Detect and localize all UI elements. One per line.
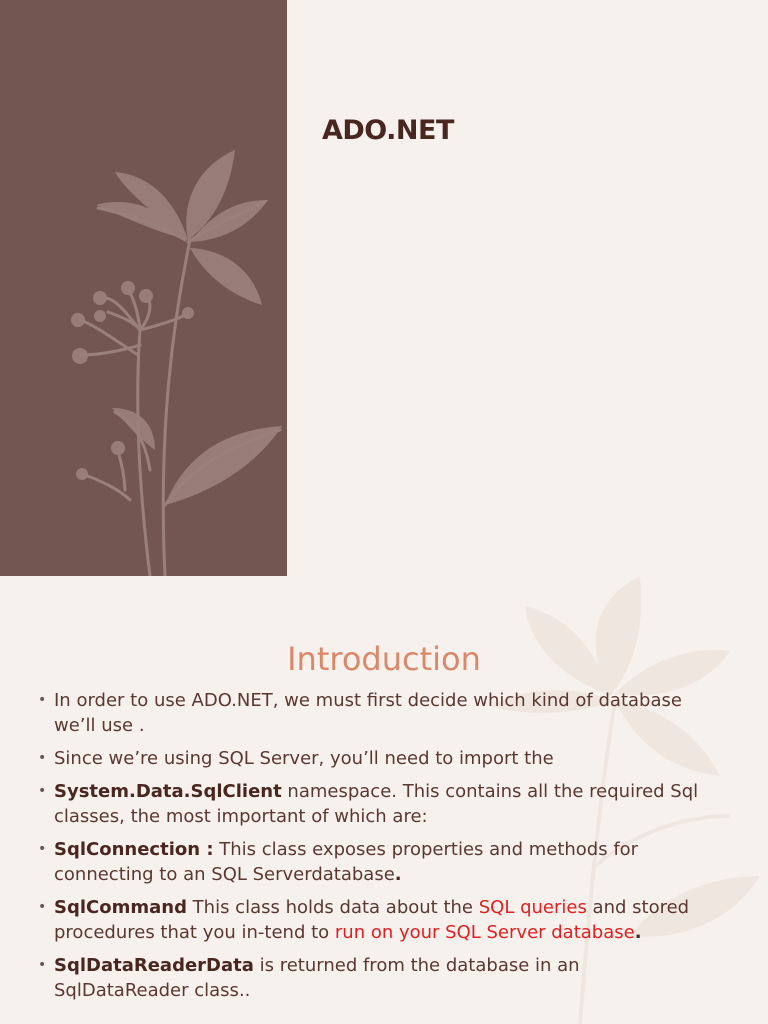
bullet-keyword: System.Data.SqlClient bbox=[54, 781, 282, 802]
bullet-item bbox=[38, 953, 718, 1003]
bullet-text: and stored procedures that you in-tend to bbox=[54, 897, 690, 943]
bullet-text: Since we’re using SQL Server, you’ll need to import the bbox=[54, 748, 554, 769]
bullet-keyword: SqlConnection : bbox=[54, 839, 214, 860]
bullet-text: namespace. This contains all the required Sql classes, the most important of which are: bbox=[54, 781, 699, 827]
bullet-item bbox=[38, 688, 718, 738]
bullet-list bbox=[38, 688, 718, 1011]
bullet-text: In order to use ADO.NET, we must first decide which kind of database we’ll use . bbox=[54, 690, 682, 736]
bullet-text: is returned from the database in an SqlDataReader class.. bbox=[54, 955, 580, 1001]
bullet-text: This class exposes properties and methods for connecting to an SQL Serverdatabase bbox=[54, 839, 639, 885]
bullet-keyword: SqlCommand bbox=[54, 897, 187, 918]
plant-illustration bbox=[0, 0, 287, 576]
highlighted-text: run on your SQL Server database bbox=[334, 922, 635, 943]
bullet-text: This class holds data about the bbox=[186, 897, 479, 918]
bullet-item bbox=[38, 837, 718, 887]
slide-title: ADO.NET bbox=[322, 115, 454, 146]
bullet-item bbox=[38, 779, 718, 829]
highlighted-text: SQL queries bbox=[478, 897, 587, 918]
bullet-item bbox=[38, 895, 718, 945]
bullet-end-mark: . bbox=[634, 922, 642, 943]
bullet-keyword: SqlDataReaderData bbox=[54, 955, 254, 976]
side-panel bbox=[0, 0, 287, 576]
bullet-end-mark: . bbox=[394, 864, 402, 885]
bullet-item bbox=[38, 746, 718, 771]
section-title: Introduction bbox=[287, 640, 481, 678]
slide-2 bbox=[0, 576, 768, 1024]
